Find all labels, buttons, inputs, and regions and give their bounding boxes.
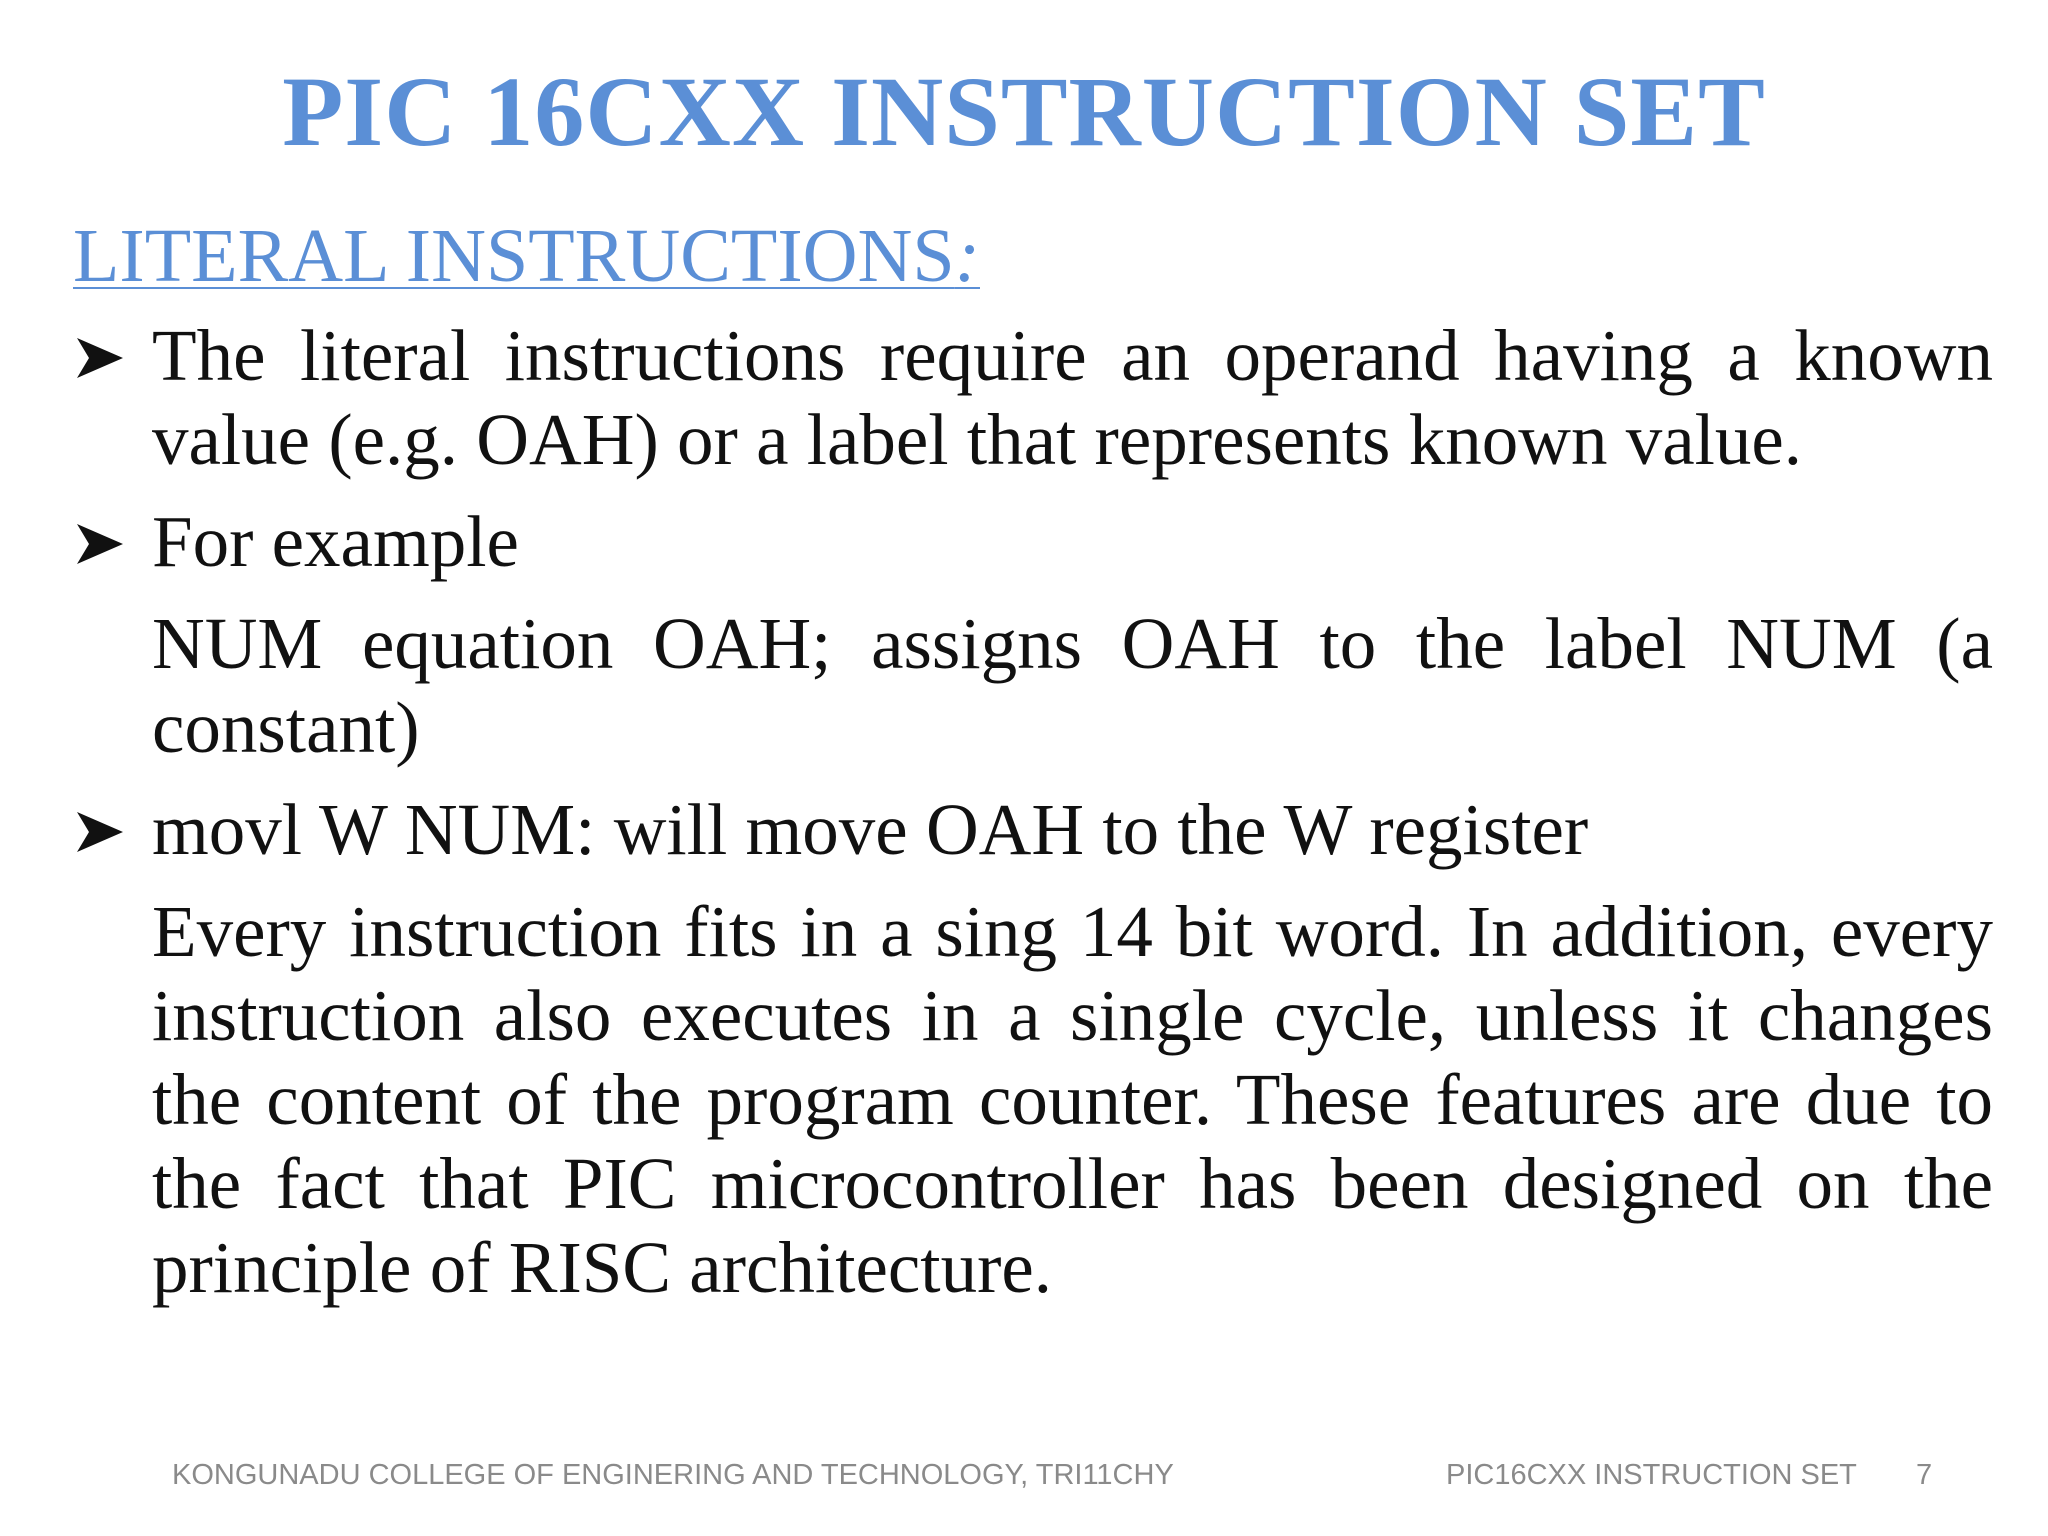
arrowhead-bullet-icon xyxy=(73,314,133,398)
bullet-item-2 xyxy=(73,500,1993,584)
slide-body xyxy=(73,314,1993,1310)
explanation-paragraph: Every instruction fits in a sing 14 bit word. In addition, every instruction also executes in a single cycle, unless it changes the content of the program counter. These features are due to the fact that PIC microcontroller has been designed on the principle of RISC architecture. xyxy=(152,891,1993,1308)
footer-institution: KONGUNADU COLLEGE OF ENGINERING AND TECHNOLOGY, TRI11CHY xyxy=(172,1459,1174,1491)
bullet-text: The literal instructions require an operand having a known value (e.g. OAH) or a label that represents known value. xyxy=(152,315,1993,480)
arrowhead-bullet-icon xyxy=(73,500,133,584)
example-paragraph: NUM equation OAH; assigns OAH to the label NUM (a constant) xyxy=(152,603,1993,768)
section-heading-text: LITERAL INSTRUCTIONS xyxy=(73,214,955,298)
section-heading-colon: : xyxy=(954,214,980,298)
bullet-item-1 xyxy=(73,314,1993,482)
page-number: 7 xyxy=(1916,1459,1933,1491)
arrowhead-bullet-icon xyxy=(73,788,133,872)
section-heading xyxy=(73,212,980,300)
bullet-text: movl W NUM: will move OAH to the W register xyxy=(152,789,1589,870)
bullet-item-3 xyxy=(73,788,1993,872)
bullet-text: For example xyxy=(152,501,519,582)
slide-title: PIC 16CXX INSTRUCTION SET xyxy=(282,56,1766,167)
footer-title: PIC16CXX INSTRUCTION SET xyxy=(1446,1459,1857,1491)
